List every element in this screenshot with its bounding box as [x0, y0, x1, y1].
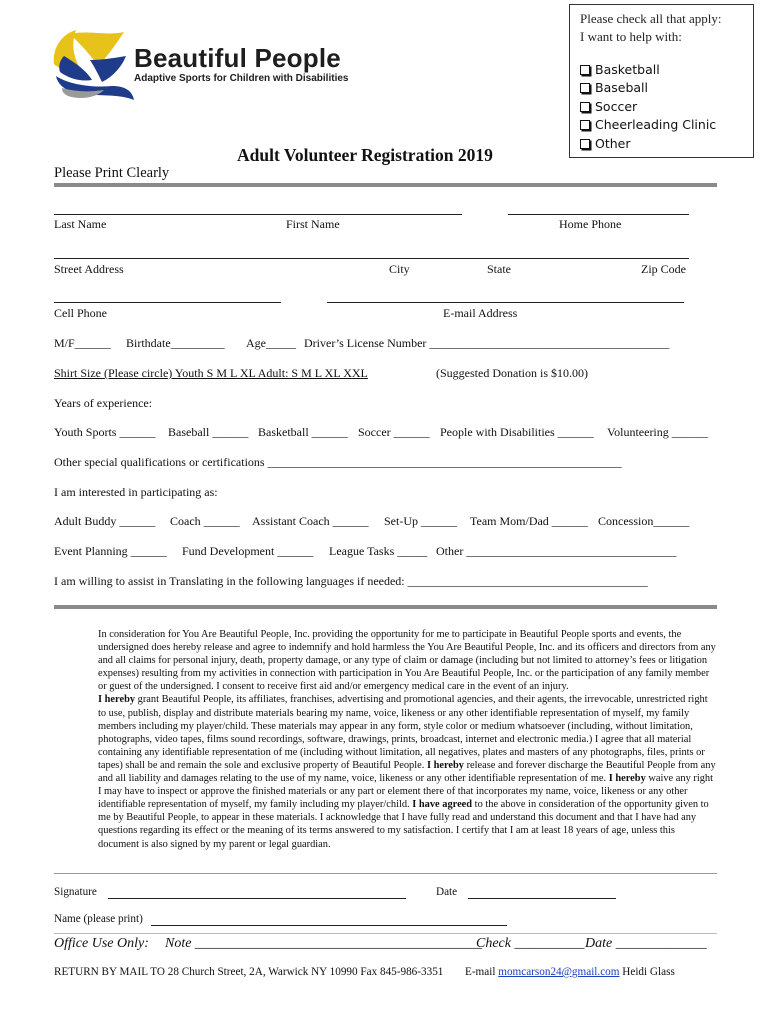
street-address-label: Street Address [54, 262, 124, 276]
checkbox-icon[interactable] [580, 65, 590, 75]
footer-contact: Heidi Glass [622, 966, 675, 978]
role-other[interactable]: Other ___________________________________ [436, 544, 677, 558]
signature-divider [54, 873, 717, 874]
header-divider [54, 183, 717, 187]
role-team-mom-dad[interactable]: Team Mom/Dad ______ [470, 514, 588, 528]
date-label: Date [436, 886, 458, 898]
footer-email [465, 966, 675, 978]
cell-phone-label: Cell Phone [54, 306, 107, 320]
address-field-line[interactable] [54, 258, 689, 259]
office-date-field[interactable]: Date _____________ [585, 936, 707, 951]
mf-field[interactable]: M/F______ [54, 336, 111, 350]
state-label: State [487, 262, 511, 276]
birthdate-field[interactable]: Birthdate_________ [126, 336, 225, 350]
age-field[interactable]: Age_____ [246, 336, 296, 350]
option-other[interactable]: Other [580, 136, 631, 151]
exp-basketball[interactable]: Basketball ______ [258, 425, 348, 439]
interested-label: I am interested in participating as: [54, 485, 218, 499]
footer-email-label: E-mail [465, 966, 496, 978]
form-subtitle: Please Print Clearly [54, 165, 170, 181]
special-quals-field[interactable]: Other special qualifications or certifications ___________________________________________________________ [54, 455, 622, 469]
checkbox-icon[interactable] [580, 139, 590, 149]
role-coach[interactable]: Coach ______ [170, 514, 240, 528]
exp-soccer[interactable]: Soccer ______ [358, 425, 430, 439]
exp-volunteering[interactable]: Volunteering ______ [607, 425, 708, 439]
first-name-label: First Name [286, 217, 340, 231]
checkbox-icon[interactable] [580, 102, 590, 112]
email-field-line[interactable] [327, 302, 684, 303]
waiver-paragraph-1: In consideration for You Are Beautiful People, Inc. providing the opportunity for me to participate in Beautiful People sports and events, the undersigned does hereby release and agree to indemnify and hold harmless the You Are Beautiful People, Inc. and its officers and directors from any and all claims for personal injury, death, property damage, or any type of claim or damage (including but not limited to attorney’s fees or litigation expenses) resulting from my activities in connection with participation in You Are Beautiful People, Inc. or the participation of any family member or guest of the undersigned. I consent to receive first aid and/or emergency medical care in the event of an injury. [98, 629, 716, 693]
option-baseball[interactable]: Baseball [580, 80, 648, 95]
role-league-tasks[interactable]: League Tasks _____ [329, 544, 428, 558]
shirt-size-field[interactable]: Shirt Size (Please circle) Youth S M L XL Adult: S M L XL XXL [54, 366, 368, 380]
role-concession[interactable]: Concession______ [598, 514, 690, 528]
translating-field[interactable]: I am willing to assist in Translating in the following languages if needed: ________________________________________ [54, 574, 648, 588]
office-note-field[interactable]: Note _________________________________________ [165, 936, 482, 951]
office-check-field[interactable]: Check __________ [476, 936, 585, 951]
waiver-divider [54, 605, 717, 609]
waiver-paragraph-2: I hereby grant Beautiful People, its affiliates, franchises, advertising and promotional agencies, and their agents, the irrevocable, unrestricted right to use, publish, display and distribute materials bearing my name, voice, likeness or any other identifiable representation of myself, my family members including my player/child. These materials may appear in any form, style color or medium whatsoever (including, without limitation, photographs, video tapes, films sound recordings, software, drawings, prints, broadcast, internet and electronic media.) I agree that all material containing any identifiable representation of me (including without limitation, all negatives, plates and masters of any photographs, files, prints or tapes) shall be and remain the sole and exclusive property of Beautiful People. I hereby release and forever discharge the Beautiful People from any and all liability and damages relating to the use of my name, voice, likeness or any other identifiable representation of me. I hereby waive any right I may have to inspect or approve the finished materials or any part or element there of that incorporates my name, voice, likeness or any other identifiable representation of myself, my family including my player/child. I have agreed to the above in consideration of the opportunity given to me by Beautiful People, to appear in these materials. I acknowledge that I have fully read and understand this document and that I have had any questions regarding its effect or the meaning of its terms answered to my satisfaction. I certify that I am at least 18 years of age, unless this document is also signed by my parent or legal guardian. [98, 694, 716, 850]
help-options-panel [569, 4, 754, 158]
office-divider [54, 933, 717, 934]
donation-note: (Suggested Donation is $10.00) [436, 366, 588, 380]
signature-field-line[interactable] [108, 898, 406, 899]
name-field-line[interactable] [54, 214, 462, 215]
signature-label: Signature [54, 886, 97, 898]
role-assistant-coach[interactable]: Assistant Coach ______ [252, 514, 369, 528]
role-fund-development[interactable]: Fund Development ______ [182, 544, 314, 558]
role-adult-buddy[interactable]: Adult Buddy ______ [54, 514, 156, 528]
drivers-license-field[interactable]: Driver’s License Number ________________________________________ [304, 336, 670, 350]
city-label: City [389, 262, 410, 276]
logo-name: Beautiful People [134, 43, 341, 73]
checkbox-icon[interactable] [580, 83, 590, 93]
exp-youth-sports[interactable]: Youth Sports ______ [54, 425, 156, 439]
option-soccer[interactable]: Soccer [580, 99, 637, 114]
panel-heading-line2: I want to help with: [580, 29, 682, 44]
office-use-label: Office Use Only: [54, 936, 149, 951]
role-setup[interactable]: Set-Up ______ [384, 514, 457, 528]
home-phone-label: Home Phone [559, 217, 622, 231]
logo-tagline: Adaptive Sports for Children with Disabilities [134, 73, 349, 84]
name-print-label: Name (please print) [54, 913, 143, 925]
waiver-text [54, 628, 717, 851]
role-event-planning[interactable]: Event Planning ______ [54, 544, 167, 558]
footer-mail-address: RETURN BY MAIL TO 28 Church Street, 2A, Warwick NY 10990 Fax 845-986-3351 [54, 966, 444, 978]
checkbox-icon[interactable] [580, 120, 590, 130]
exp-baseball[interactable]: Baseball ______ [168, 425, 249, 439]
exp-people-disabilities[interactable]: People with Disabilities ______ [440, 425, 594, 439]
form-title: Adult Volunteer Registration 2019 [237, 145, 493, 165]
footer-email-link[interactable]: momcarson24@gmail.com [498, 966, 620, 978]
home-phone-field-line[interactable] [508, 214, 689, 215]
years-experience-label: Years of experience: [54, 396, 153, 410]
cell-phone-field-line[interactable] [54, 302, 281, 303]
zip-label: Zip Code [641, 262, 686, 276]
email-label: E-mail Address [443, 306, 518, 320]
panel-heading-line1: Please check all that apply: [580, 11, 722, 26]
option-basketball[interactable]: Basketball [580, 62, 660, 77]
name-print-field-line[interactable] [151, 925, 507, 926]
last-name-label: Last Name [54, 217, 107, 231]
date-field-line[interactable] [468, 898, 616, 899]
option-cheerleading[interactable]: Cheerleading Clinic [580, 117, 716, 132]
